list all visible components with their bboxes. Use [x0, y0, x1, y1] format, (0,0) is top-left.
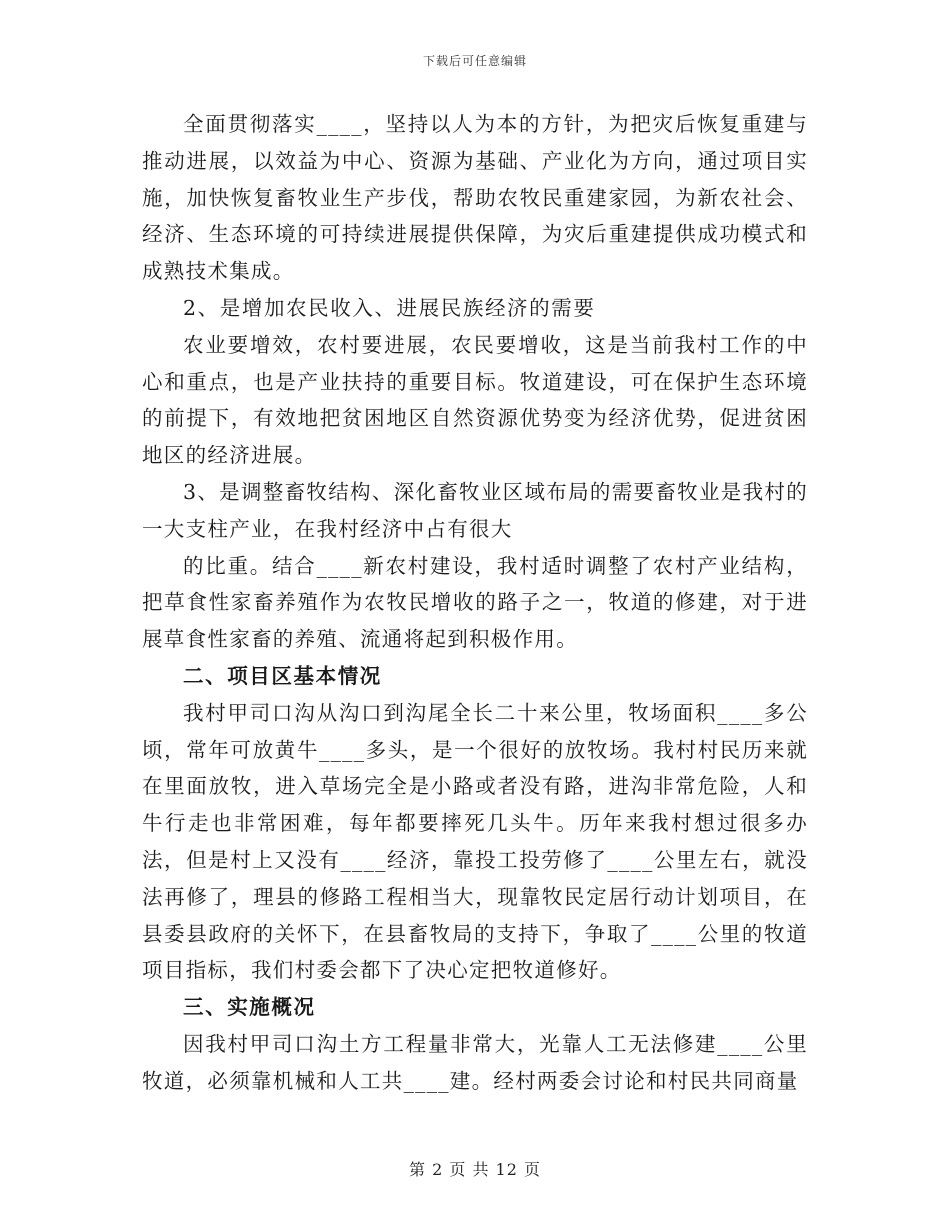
paragraph-implementation-details: 因我村甲司口沟土方工程量非常大，光靠人工无法修建____公里牧道，必须靠机械和人工共____建。经村两委会讨论和村民共同商量: [142, 1031, 808, 1093]
page-number-footer: 第 2 页 共 12 页: [409, 1160, 541, 1179]
paragraph-industry-adjustment: 的比重。结合____新农村建设，我村适时调整了农村产业结构，把草食性家畜养殖作为农牧民增收的路子之一，牧道的修建，对于进展草食性家畜的养殖、流通将起到积极作用。: [142, 553, 808, 652]
document-body: [142, 106, 808, 1100]
section-heading-project-area: 二、项目区基本情况: [183, 663, 382, 688]
paragraph-livestock-structure: 3、是调整畜牧结构、深化畜牧业区域布局的需要畜牧业是我村的一大支柱产业，在我村经济中占有很大: [142, 479, 808, 541]
subheading-farmer-income: 2、是增加农民收入、进展民族经济的需要: [183, 295, 596, 320]
paragraph-project-area-details: 我村甲司口沟从沟口到沟尾全长二十来公里，牧场面积____多公顷，常年可放黄牛____多头，是一个很好的放牧场。我村村民历来就在里面放牧，进入草场完全是小路或者没有路，进沟非常危险，人和牛行走也非常困难，每年都要摔死几头牛。历年来我村想过很多办法，但是村上又没有____经济，靠投工投劳修了____公里左右，就没法再修了，理县的修路工程相当大，现靠牧民定居行动计划项目，在县委县政府的关怀下，在县畜牧局的支持下，争取了____公里的牧道项目指标，我们村委会都下了决心定把牧道修好。: [142, 700, 808, 983]
paragraph-agriculture-goals: 农业要增效，农村要进展，农民要增收，这是当前我村工作的中心和重点，也是产业扶持的重要目标。牧道建设，可在保护生态环境的前提下，有效地把贫困地区自然资源优势变为经济优势，促进贫困地区的经济进展。: [142, 332, 808, 468]
page-header: 下载后可任意编辑: [422, 54, 527, 68]
paragraph-implementation-policy: 全面贯彻落实____，坚持以人为本的方针，为把灾后恢复重建与推动进展，以效益为中心、资源为基础、产业化为方向，通过项目实施，加快恢复畜牧业生产步伐，帮助农牧民重建家园，为新农社会、经济、生态环境的可持续进展提供保障，为灾后重建提供成功模式和成熟技术集成。: [142, 112, 808, 284]
section-heading-implementation: 三、实施概况: [183, 995, 316, 1020]
